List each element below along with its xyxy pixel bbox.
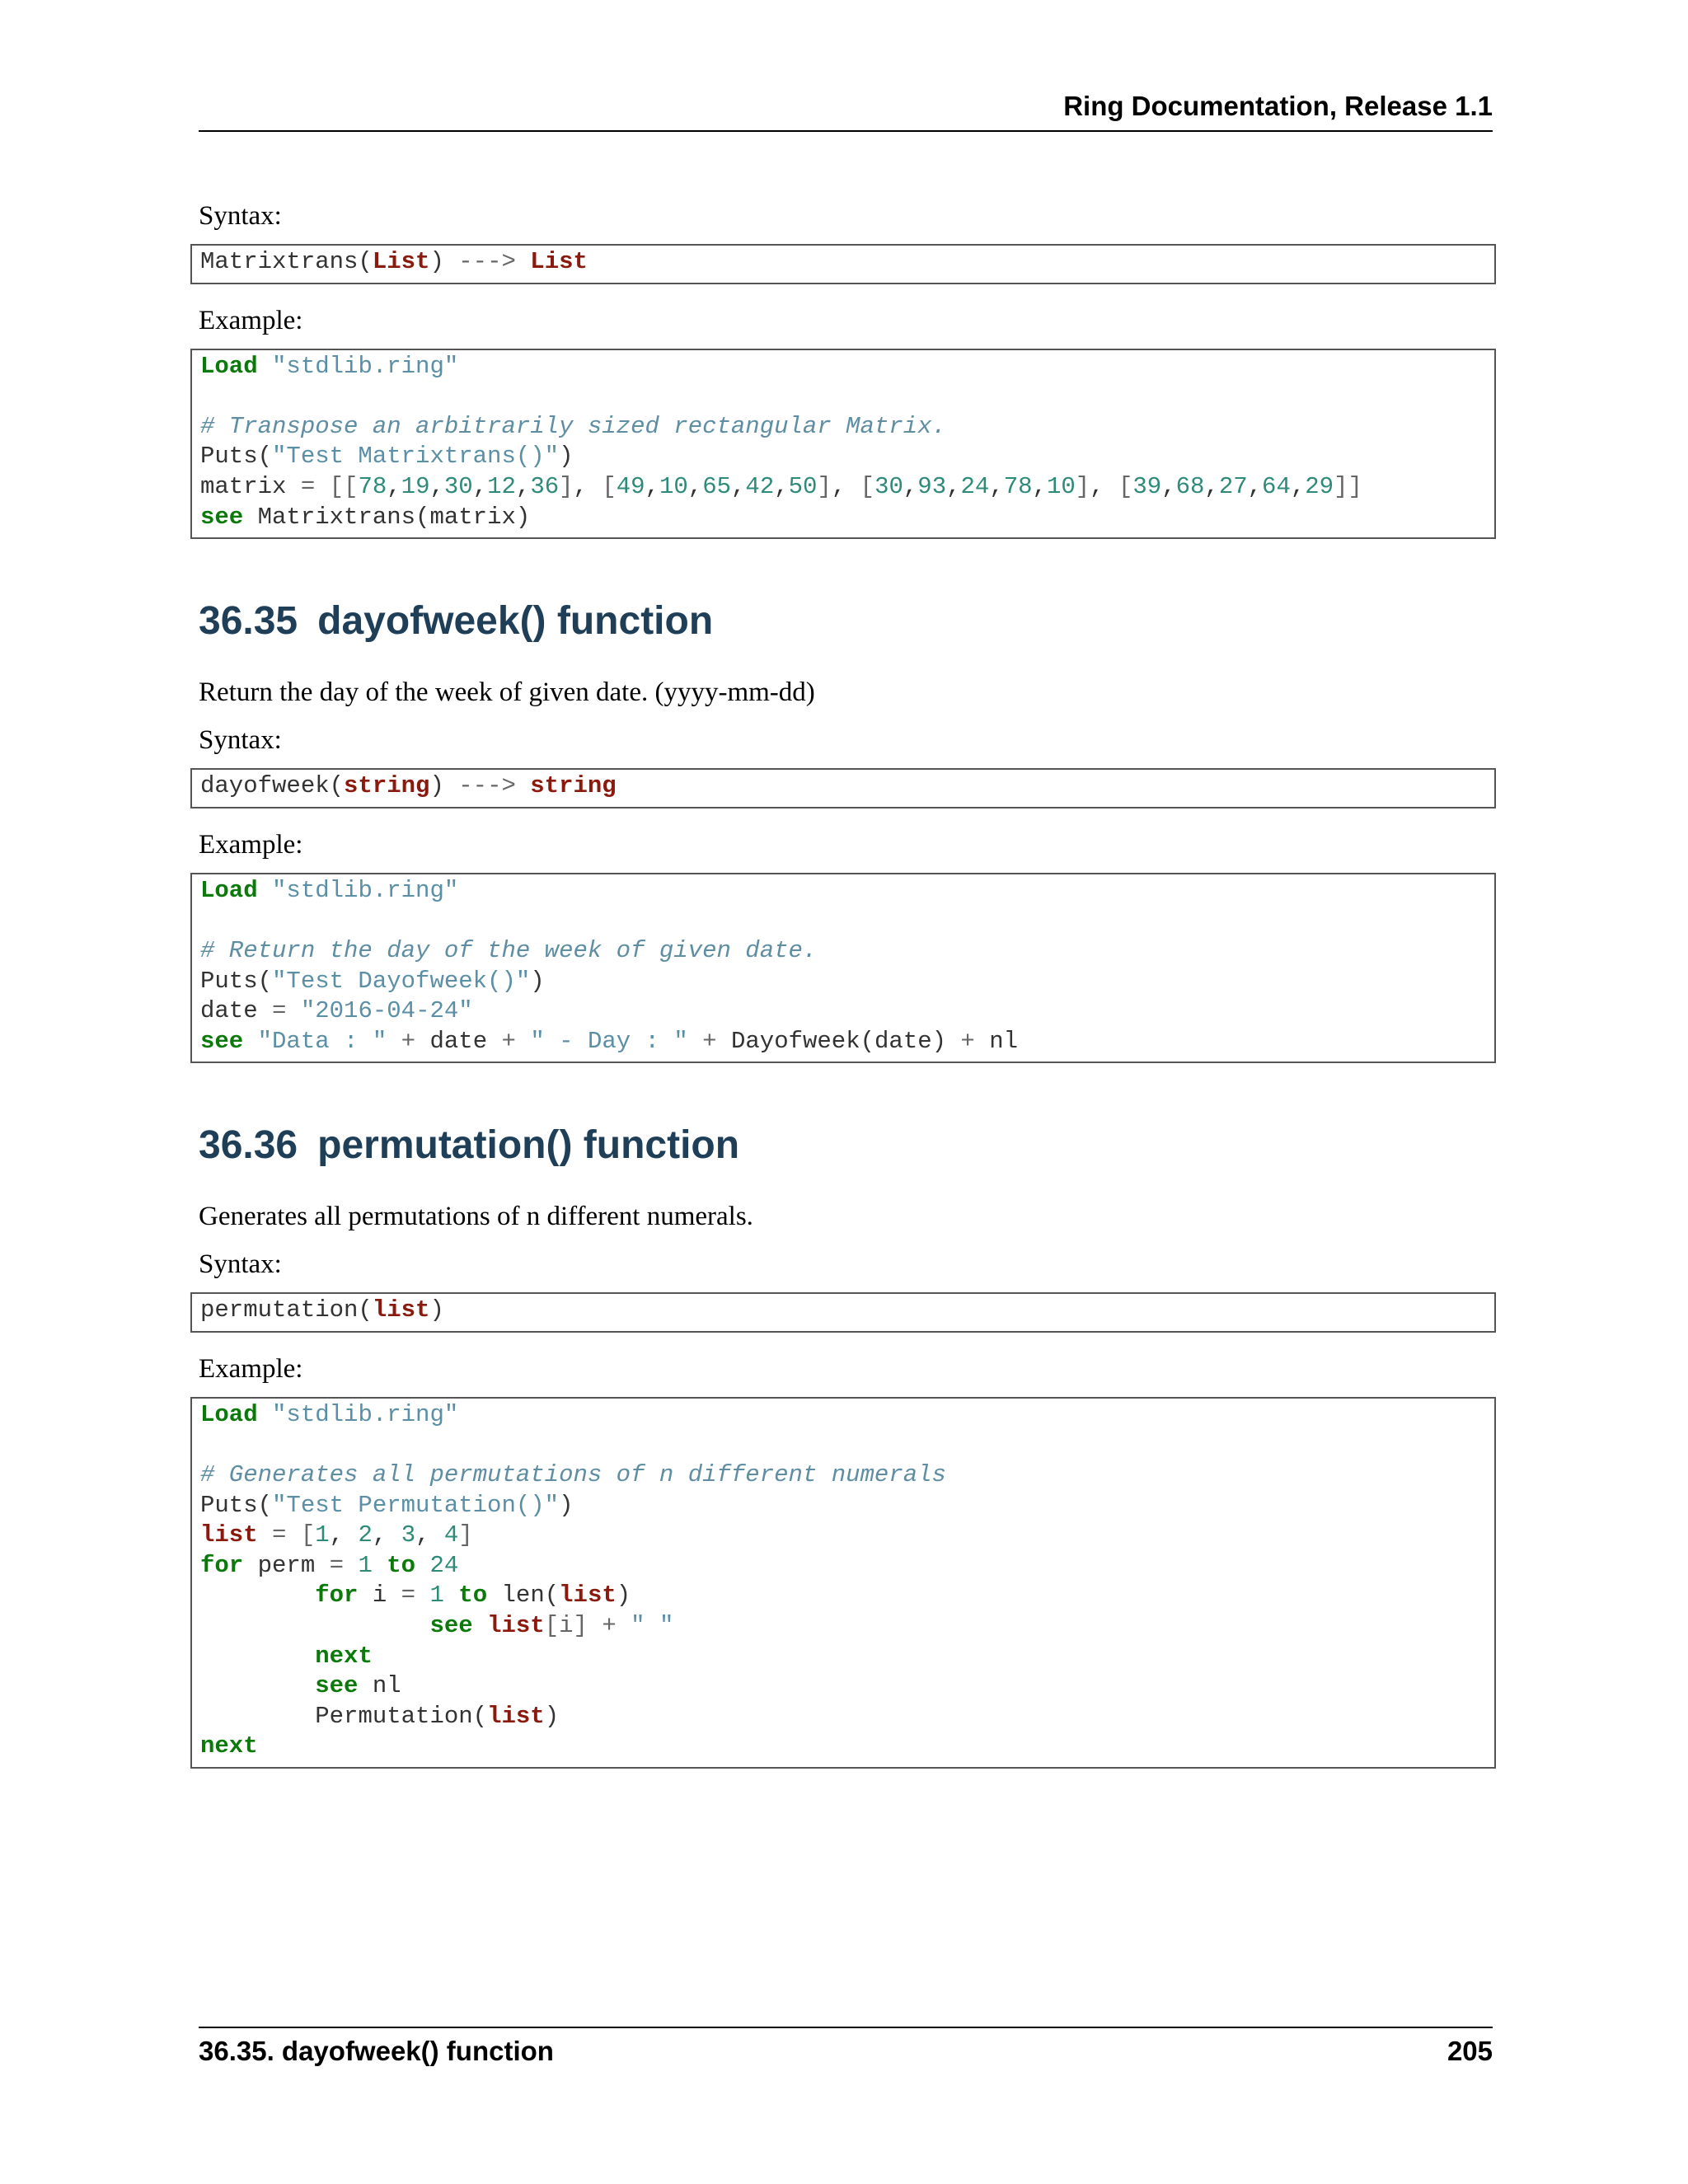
matrix-value: 30	[443, 472, 473, 500]
matrixtrans-syntax-block	[190, 244, 1496, 284]
list-value: 1	[315, 1521, 330, 1549]
code-token: Permutation(	[315, 1702, 488, 1730]
code-token: "2016-04-24"	[300, 997, 473, 1025]
matrix-value: 19	[401, 472, 430, 500]
code-token: see	[200, 1027, 244, 1055]
matrix-value: 10	[659, 472, 688, 500]
code-token: "Test Matrixtrans()"	[272, 443, 560, 471]
matrix-value: 93	[917, 472, 947, 500]
section-number: 36.36	[199, 1123, 298, 1168]
code-token: +	[946, 1027, 990, 1055]
matrix-value: 24	[960, 472, 990, 500]
matrix-value: 30	[874, 472, 903, 500]
code-token: )	[559, 1491, 574, 1519]
code-token: )	[429, 1296, 444, 1324]
code-token: for	[315, 1582, 359, 1610]
matrix-value: 50	[788, 472, 818, 500]
permutation-example-block: Load "stdlib.ring" # Generates all permutations of n different numerals Puts("Test Permutation()") list = [1, 2, 3, 4] for perm = 1 to 24 for i = 1 to len(list) see list[i] + " " next see nl Permutation(list) next	[190, 1397, 1496, 1769]
code-token: [i]	[544, 1612, 588, 1640]
list-value: 3	[401, 1521, 416, 1549]
code-comment: # Transpose an arbitrarily sized rectangular Matrix.	[200, 412, 946, 440]
code-token: Puts(	[200, 443, 273, 471]
list-value: 2	[358, 1521, 373, 1549]
code-token: perm	[257, 1551, 316, 1579]
syntax-label: Syntax:	[199, 201, 282, 231]
section-description: Generates all permutations of n different numerals.	[199, 1202, 753, 1232]
list-value: 4	[443, 1521, 459, 1549]
code-token: Matrixtrans(	[200, 248, 373, 275]
matrix-value: 49	[616, 472, 645, 500]
code-token: )	[530, 967, 545, 995]
code-token: for	[200, 1551, 244, 1579]
section-description: Return the day of the week of given date. (yyyy-mm-dd)	[199, 677, 815, 708]
syntax-label: Syntax:	[199, 1249, 282, 1280]
code-token: list	[372, 1296, 430, 1324]
matrix-value: 10	[1046, 472, 1076, 500]
syntax-label: Syntax:	[199, 725, 282, 756]
code-token: --->	[443, 772, 531, 800]
example-label: Example:	[199, 1353, 303, 1384]
code-token: list	[559, 1582, 617, 1610]
code-token: "stdlib.ring"	[272, 876, 459, 904]
matrix-value: 78	[358, 472, 387, 500]
code-token: list	[487, 1702, 545, 1730]
matrix-value: 68	[1175, 472, 1205, 500]
code-token: "stdlib.ring"	[272, 1400, 459, 1428]
code-token: see	[315, 1672, 359, 1700]
matrix-value: 39	[1132, 472, 1162, 500]
code-token: "Test Dayofweek()"	[272, 967, 531, 995]
matrix-value: 42	[745, 472, 775, 500]
code-token: Puts(	[200, 1491, 273, 1519]
code-token: i	[372, 1582, 387, 1610]
code-token: nl	[372, 1672, 401, 1700]
matrix-value: 64	[1262, 472, 1291, 500]
matrix-value: 36	[530, 472, 560, 500]
matrix-value: 29	[1305, 472, 1334, 500]
code-token: matrix	[200, 472, 287, 500]
code-token: Load	[200, 352, 258, 380]
code-token: --->	[443, 248, 531, 275]
code-token: list	[200, 1521, 258, 1549]
dayofweek-example-block	[190, 873, 1496, 1064]
section-title-text: dayofweek() function	[317, 599, 714, 644]
matrixtrans-example-block: Load "stdlib.ring" # Transpose an arbitrarily sized rectangular Matrix. Puts("Test Matrixtrans()") matrix = [[78,19,30,12,36], [49,10,65,42,50], [30,93,24,78,10], [39,68,27,64,29]] see Matrixtrans(matrix)	[190, 349, 1496, 540]
code-token: +	[387, 1027, 430, 1055]
section-heading-dayofweek	[199, 597, 1501, 646]
code-token: "Data : "	[257, 1027, 387, 1055]
section-heading-permutation	[199, 1121, 1501, 1170]
dayofweek-syntax-block	[190, 768, 1496, 808]
code-token: +	[687, 1027, 731, 1055]
code-token: Load	[200, 876, 258, 904]
matrix-value: 65	[702, 472, 732, 500]
code-token: Puts(	[200, 967, 273, 995]
code-token: date	[200, 997, 258, 1025]
code-token: dayofweek(	[200, 772, 345, 800]
code-token: Matrixtrans(matrix)	[243, 503, 531, 531]
code-token: =	[257, 997, 301, 1025]
code-token: date	[429, 1027, 488, 1055]
code-token: "Test Permutation()"	[272, 1491, 560, 1519]
example-label: Example:	[199, 829, 303, 860]
matrix-value: 78	[1003, 472, 1033, 500]
code-token: =	[286, 472, 330, 500]
code-token: to	[387, 1551, 416, 1579]
code-token: next	[200, 1732, 258, 1760]
code-token: " - Day : "	[530, 1027, 688, 1055]
code-token: 24	[429, 1551, 459, 1579]
code-token: )	[559, 443, 574, 471]
section-title-text: permutation() function	[317, 1123, 740, 1168]
code-token: Dayofweek(date)	[730, 1027, 947, 1055]
main-content	[199, 198, 1501, 1769]
code-token: next	[315, 1642, 373, 1670]
matrix-value: 27	[1218, 472, 1248, 500]
code-token: "stdlib.ring"	[272, 352, 459, 380]
code-token: List	[530, 248, 588, 275]
code-token: string	[530, 772, 617, 800]
permutation-syntax-block	[190, 1292, 1496, 1333]
code-token: see	[429, 1612, 473, 1640]
code-token: " "	[631, 1612, 674, 1640]
code-comment: # Generates all permutations of n different numerals	[200, 1461, 946, 1489]
code-token: )	[429, 772, 444, 800]
footer-rule	[199, 2027, 1493, 2028]
code-token: string	[344, 772, 430, 800]
code-token: Load	[200, 1400, 258, 1428]
running-header: Ring Documentation, Release 1.1	[1063, 91, 1493, 121]
footer-section: 36.35. dayofweek() function	[199, 2036, 554, 2066]
code-token: 1	[358, 1551, 373, 1579]
code-token: permutation(	[200, 1296, 373, 1324]
code-token: )	[429, 248, 444, 275]
code-comment: # Return the day of the week of given date.	[200, 936, 818, 964]
code-token: to	[458, 1582, 488, 1610]
footer-page-number: 205	[1447, 2036, 1493, 2066]
code-token: 1	[429, 1582, 444, 1610]
code-token: see	[200, 503, 244, 531]
code-token: len(	[501, 1582, 560, 1610]
code-token: List	[372, 248, 430, 275]
section-number: 36.35	[199, 599, 298, 644]
example-label: Example:	[199, 305, 303, 335]
code-token: +	[487, 1027, 531, 1055]
code-token: nl	[989, 1027, 1019, 1055]
code-token: list	[487, 1612, 545, 1640]
matrix-value: 12	[487, 472, 516, 500]
header-rule	[199, 130, 1493, 132]
